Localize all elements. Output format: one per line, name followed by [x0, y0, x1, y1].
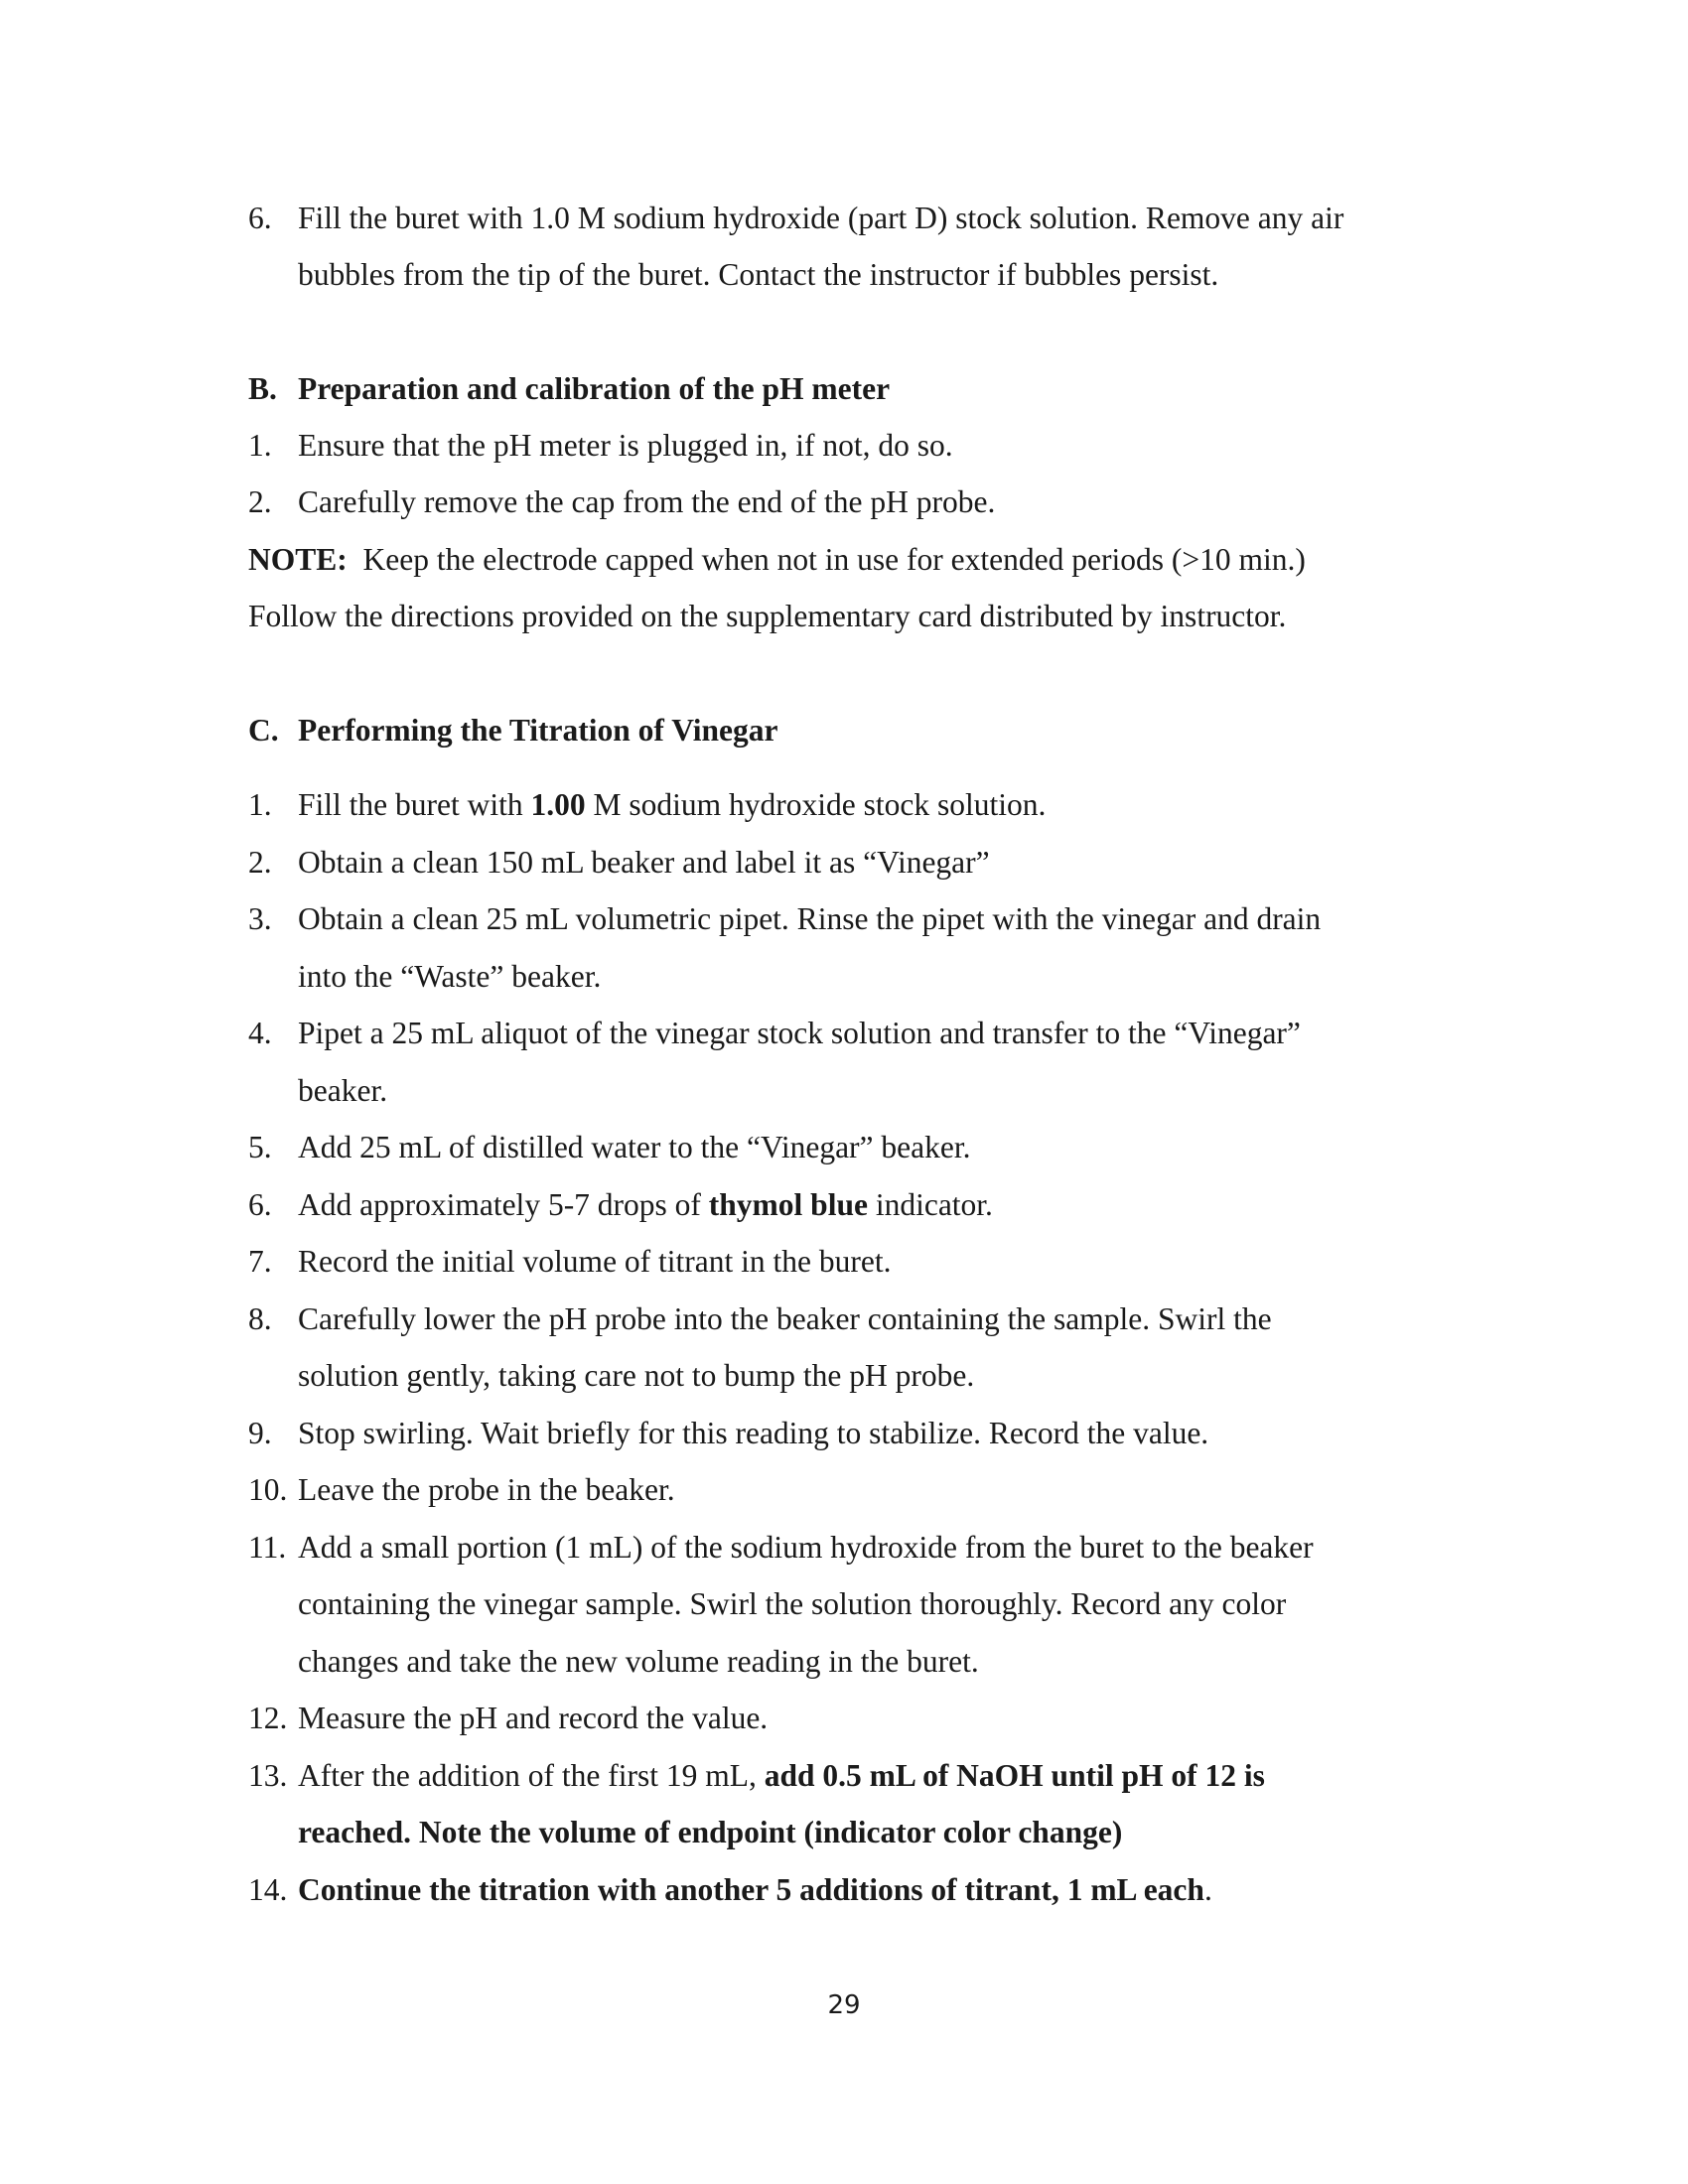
section-c-step-8-line-2: solution gently, taking care not to bump the pH probe.	[298, 1358, 975, 1393]
section-b-note: NOTE: Keep the electrode capped when not in use for extended periods (>10 min.)	[248, 542, 1306, 577]
section-c-step-4-line-2: beaker.	[298, 1073, 388, 1108]
page-number: 29	[827, 1990, 861, 2020]
section-c-heading: C. Performing the Titration of Vinegar	[248, 713, 778, 748]
section-c-step-4-line-1: 4. Pipet a 25 mL aliquot of the vinegar stock solution and transfer to the “Vinegar”	[248, 1016, 1301, 1050]
section-c-step-3-line-2: into the “Waste” beaker.	[298, 959, 602, 994]
section-c-step-13-line-2: reached. Note the volume of endpoint (indicator color change)	[298, 1815, 1123, 1849]
section-c-step-10: 10. Leave the probe in the beaker.	[248, 1472, 675, 1507]
section-b-step-2: 2. Carefully remove the cap from the end of the pH probe.	[248, 484, 996, 519]
section-c-step-5: 5. Add 25 mL of distilled water to the “Vinegar” beaker.	[248, 1130, 971, 1164]
section-c-step-12: 12. Measure the pH and record the value.	[248, 1701, 769, 1735]
section-b-follow-text: Follow the directions provided on the supplementary card distributed by instructor.	[248, 599, 1287, 633]
section-c-step-14: 14. Continue the titration with another 5 additions of titrant, 1 mL each.	[248, 1872, 1212, 1907]
step-6-line-1: 6. Fill the buret with 1.0 M sodium hydroxide (part D) stock solution. Remove any air	[248, 201, 1344, 235]
section-c-step-6: 6. Add approximately 5-7 drops of thymol blue indicator.	[248, 1187, 993, 1222]
section-c-step-7: 7. Record the initial volume of titrant in the buret.	[248, 1244, 892, 1279]
section-c-step-3-line-1: 3. Obtain a clean 25 mL volumetric pipet. Rinse the pipet with the vinegar and drain	[248, 901, 1322, 936]
section-c-step-1: 1. Fill the buret with 1.00 M sodium hydroxide stock solution.	[248, 787, 1047, 822]
section-c-step-11-line-2: containing the vinegar sample. Swirl the solution thoroughly. Record any color	[298, 1586, 1287, 1621]
section-c-step-13-line-1: 13. After the addition of the first 19 mL, add 0.5 mL of NaOH until pH of 12 is	[248, 1758, 1265, 1793]
section-c-step-8-line-1: 8. Carefully lower the pH probe into the beaker containing the sample. Swirl the	[248, 1301, 1272, 1336]
section-c-step-11-line-1: 11. Add a small portion (1 mL) of the sodium hydroxide from the buret to the beaker	[248, 1530, 1314, 1565]
step-6-line-2: bubbles from the tip of the buret. Contact the instructor if bubbles persist.	[298, 257, 1219, 292]
section-c-step-11-line-3: changes and take the new volume reading in the buret.	[298, 1644, 979, 1679]
section-c-step-2: 2. Obtain a clean 150 mL beaker and label it as “Vinegar”	[248, 845, 990, 880]
section-b-heading: B. Preparation and calibration of the pH meter	[248, 371, 891, 406]
section-b-step-1: 1. Ensure that the pH meter is plugged in, if not, do so.	[248, 428, 953, 463]
section-c-step-9: 9. Stop swirling. Wait briefly for this reading to stabilize. Record the value.	[248, 1416, 1209, 1450]
